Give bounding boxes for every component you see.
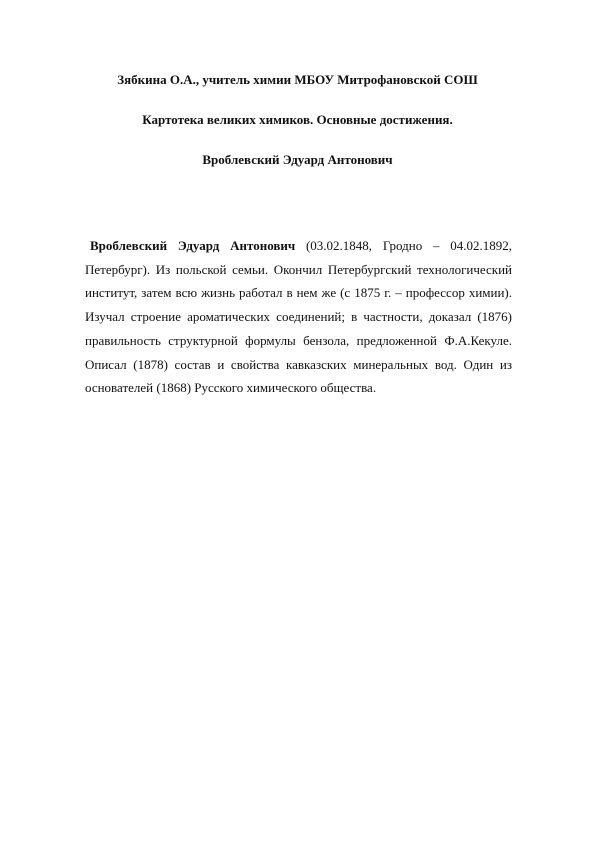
paragraph-lead-name: Вроблевский Эдуард Антонович: [90, 238, 296, 253]
paragraph-body-text: (03.02.1848, Гродно – 04.02.1892, Петербург). Из польской семьи. Окончил Петербургский технологический институт, затем всю жизнь работал в нем же (с 1875 г. – профессор химии). Изучал строение ароматических соединений; в частности, доказал (1876) правильность структурной формулы бензола, предложенной Ф.А.Кекуле. Описал (1878) состав и свойства кавказских минеральных вод. Один из основателей (1868) Русского химического общества.: [85, 238, 512, 396]
series-title: Картотека великих химиков. Основные достижения.: [142, 112, 453, 127]
chemist-name-heading: Вроблевский Эдуард Антонович: [202, 152, 393, 167]
biography-paragraph: [85, 234, 512, 400]
author-line: Зябкина О.А., учитель химии МБОУ Митрофановской СОШ: [117, 72, 478, 87]
